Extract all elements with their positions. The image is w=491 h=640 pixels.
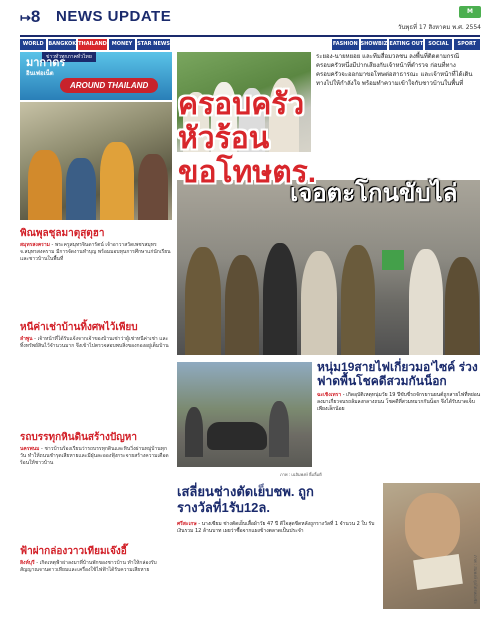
left-story-1 <box>20 228 172 316</box>
banner-brand <box>26 58 65 80</box>
section-title: NEWS UPDATE <box>56 8 172 25</box>
crash-lead: ฉะเชิงเทรา <box>317 392 342 398</box>
story-lead: สมุทรสงคราม <box>20 242 50 248</box>
photo-figure <box>409 249 443 355</box>
crash-photo <box>177 362 312 467</box>
around-thailand-label: AROUND THAILAND <box>60 78 158 93</box>
lottery-headline: เสลี่ยนช่างตัดเย็บชพ. ถูกรางวัลที่1รับ12ล. <box>177 484 314 515</box>
story-body: สิงห์บุรี - เกิดเหตุฟ้าผ่าลงมาที่บ้านพักของชาวบ้าน ทำให้กล่องรับสัญญาณจานดาวเทียมและเครื่องใช้ไฟฟ้าได้รับความเสียหาย <box>20 560 157 573</box>
crash-text: เกิดอุบัติเหตุหนุ่มวัย 19 ปีขับขี่รถจักรยานยนต์ถูกสายไฟที่หย่อนลงมาเกี่ยวจนรถล้มลงกลางถนน โชคดีที่สวมหมวกกันน็อก จึงได้รับบาดเจ็บเพียงเล็กน้อย <box>317 392 481 412</box>
lottery-lead: ศรีสะเกษ <box>177 521 197 527</box>
nav-spacer <box>172 39 330 50</box>
nav-tab-star-news[interactable]: STAR NEWS <box>137 39 170 50</box>
around-thailand-banner <box>20 52 172 100</box>
left-story-3 <box>20 432 172 540</box>
left-column <box>20 52 172 632</box>
left-story-4 <box>20 546 172 632</box>
story-text: พระครูสมุทรจินดารัตน์ เจ้าอาวาสวัดเพชรสมุทร จ.สมุทรสงคราม มีการจัดงานทำบุญ พร้อมมอบทุนการศึกษาแก่นักเรียน และชาวบ้านในพื้นที่ <box>20 242 171 262</box>
nav-tab-showbiz[interactable]: SHOWBIZ <box>361 39 388 50</box>
story-body: นครพนม - ชาวบ้านร้องเรียนว่ารถบรรทุกดินและหินวิ่งผ่านหมู่บ้านทุกวัน ทำให้ถนนชำรุดเสียหายและมีฝุ่นละอองฟุ้งกระจายสร้างความเดือดร้อนให้ชาวบ้าน <box>20 446 169 466</box>
photo-figure <box>263 243 297 355</box>
photo-sign <box>382 250 404 270</box>
photo-figure <box>66 158 96 220</box>
page-number-value: 8 <box>30 7 41 26</box>
monk-photo <box>20 102 172 220</box>
story-lead: สิงห์บุรี <box>20 560 35 566</box>
photo-figure <box>28 150 62 220</box>
page-number <box>20 7 40 27</box>
lottery-winner-photo <box>383 483 480 609</box>
crash-body: ฉะเชิงเทรา - เกิดอุบัติเหตุหนุ่มวัย 19 ปีขับขี่รถจักรยานยนต์ถูกสายไฟที่หย่อนลงมาเกี่ยวจนรถล้มลงกลางถนน โชคดีที่สวมหมวกกันน็อก จึงได้รับบาดเจ็บเพียงเล็กน้อย <box>317 392 481 412</box>
brand-line-2: อินเฟอเน็ต <box>26 71 54 77</box>
story-title: หนีค่าเช่าบ้านทิ้งศพไว้เพียบ <box>20 322 138 333</box>
photo-figure <box>100 142 134 220</box>
story-title: พิณพุลชุลมาตุสุตุฮา <box>20 228 105 239</box>
lead-kicker: เจอตะโกนขับไล่ <box>290 180 458 207</box>
headline-line: หัวร้อน <box>178 122 270 155</box>
newspaper-logo: M <box>459 6 481 18</box>
story-lead: นครพนม <box>20 446 40 452</box>
photo-figure <box>225 255 259 355</box>
nav-tab-sport[interactable]: SPORT <box>454 39 480 50</box>
arrow-icon: ↦ <box>20 10 31 25</box>
lottery-body: ศรีสะเกษ - นางเซียม ช่างตัดเย็บเสื้อผ้าวัย 47 ปี ดีใจสุดขีดหลังถูกรางวัลที่ 1 จำนวน 2 ใบ รับเงินรวม 12 ล้านบาท เผยว่าซื้อจากแผงข้างตลาดเป็นประจำ <box>177 521 375 534</box>
story-text: เกิดเหตุฟ้าผ่าลงมาที่บ้านพักของชาวบ้าน ทำให้กล่องรับสัญญาณจานดาวเทียมและเครื่องใช้ไฟฟ้าได้รับความเสียหาย <box>20 560 157 573</box>
story-lead: ลำพูน <box>20 336 33 342</box>
lead-story-intro: ระยอง-นายหยอย และทีมสื่อมวลชน ลงพื้นที่ติดตามกรณีครอบครัวหนึ่งมีปากเสียงกับเจ้าหน้าที่ตำรวจ ก่อนที่ทางครอบครัวจะออกมาขอโทษต่อสาธารณะ และเจ้าหน้าที่ได้เดินทางไปให้กำลังใจ พร้อมทำความเข้าใจกับชาวบ้านในพื้นที่ <box>316 53 473 87</box>
story-body: ลำพูน - เจ้าหน้าที่ได้รับแจ้งจากเจ้าของบ้านเช่าว่าผู้เช่าหนีค่าเช่า และทิ้งทรัพย์สินไว้จำนวนมาก จึงเข้าไปตรวจสอบพบสิ่งของกองอยู่เต็มบ้าน <box>20 336 169 349</box>
story-title: ฟ้าผ่ากล่องวาวเทียมเจ๊งอี๊ <box>20 546 127 557</box>
nav-tab-world[interactable]: WORLD <box>20 39 46 50</box>
header-divider <box>20 35 480 37</box>
lottery-photo-credit: ภาพ : สมพงษ์ กุลไตรทองชัย <box>473 555 478 604</box>
story-text: เจ้าหน้าที่ได้รับแจ้งจากเจ้าของบ้านเช่าว่าผู้เช่าหนีค่าเช่า และทิ้งทรัพย์สินไว้จำนวนมาก จึงเข้าไปตรวจสอบพบสิ่งของกองอยู่เต็มบ้าน <box>20 336 169 349</box>
photo-figure <box>445 257 479 355</box>
photo-figure <box>301 251 337 355</box>
nav-tab-money[interactable]: MONEY <box>109 39 135 50</box>
story-title: รถบรรทุกหินดินสร้างปัญหา <box>20 432 137 443</box>
section-navbar <box>20 39 480 50</box>
crash-headline: หนุ่ม19สายไฟเกี่ยวมอ'ไซค์ ร่วงฟาดพื้นโชคดีสวมกันน็อก <box>317 360 478 388</box>
nav-tab-eating-out[interactable]: EATING OUT <box>389 39 423 50</box>
headline-line: ครอบครัว <box>178 88 305 121</box>
photo-figure <box>185 247 221 355</box>
nav-tab-thailand[interactable]: THAILAND <box>78 39 107 50</box>
nav-tab-fashion[interactable]: FASHION <box>332 39 358 50</box>
photo-figure <box>185 407 203 457</box>
headline-line: ขอโทษตร. <box>178 156 317 189</box>
crash-photo-credit: ภาพ : เฉลิมพงษ์ ยิ้มลิ้มดี <box>280 472 322 477</box>
lottery-ticket-shape <box>413 554 463 590</box>
photo-figure <box>269 401 289 457</box>
brand-line-1: มากาดร <box>26 57 66 69</box>
left-story-2 <box>20 322 172 426</box>
motorcycle-shape <box>207 422 267 450</box>
story-text: ชาวบ้านร้องเรียนว่ารถบรรทุกดินและหินวิ่งผ่านหมู่บ้านทุกวัน ทำให้ถนนชำรุดเสียหายและมีฝุ่นละอองฟุ้งกระจายสร้างความเดือดร้อนให้ชาวบ้าน <box>20 446 169 466</box>
nav-tab-social[interactable]: SOCIAL <box>425 39 451 50</box>
story-body: สมุทรสงคราม - พระครูสมุทรจินดารัตน์ เจ้าอาวาสวัดเพชรสมุทร จ.สมุทรสงคราม มีการจัดงานทำบุญ พร้อมมอบทุนการศึกษาแก่นักเรียน และชาวบ้านในพื้นที่ <box>20 242 171 262</box>
banner-tag: ข่าวทั่วทุกภาคทั่วไทย <box>42 52 96 62</box>
photo-figure <box>138 154 168 220</box>
photo-figure <box>341 245 375 355</box>
issue-date: วันพุธที่ 17 สิงหาคม พ.ศ. 2554 <box>397 24 481 31</box>
page-header <box>0 0 491 38</box>
nav-tab-bangkok[interactable]: BANGKOK <box>48 39 76 50</box>
lottery-text: นางเซียม ช่างตัดเย็บเสื้อผ้าวัย 47 ปี ดีใจสุดขีดหลังถูกรางวัลที่ 1 จำนวน 2 ใบ รับเงินรวม 12 ล้านบาท เผยว่าซื้อจากแผงข้างตลาดเป็นประจำ <box>177 521 375 534</box>
photo-figure <box>405 493 460 559</box>
